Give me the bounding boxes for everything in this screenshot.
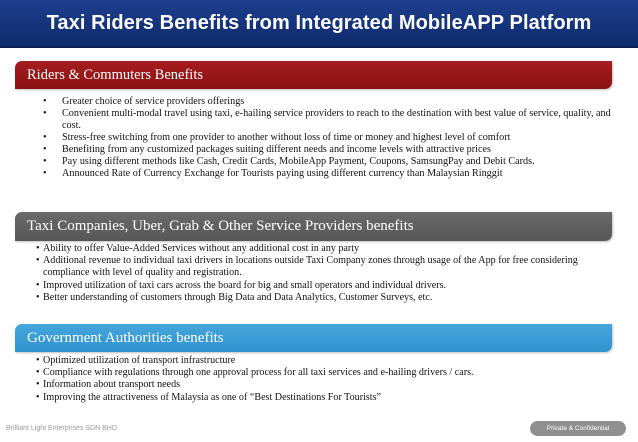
list-item-text: Benefiting from any customized packages suiting different needs and income levels with attractive prices: [62, 144, 491, 155]
list-item-text: Pay using different methods like Cash, Credit Cards, MobileApp Payment, Coupons, SamsungPay and Debit Cards.: [62, 156, 535, 167]
bullet-icon: •: [36, 379, 40, 391]
list-item: [36, 355, 610, 367]
bullet-icon: •: [43, 168, 47, 179]
list-item: [36, 255, 610, 279]
list-item: [36, 243, 610, 255]
confidential-badge: [530, 421, 626, 436]
list-item: [43, 108, 613, 132]
list-item-text: Ability to offer Value-Added Services without any additional cost in any party: [43, 243, 360, 254]
government-benefits-list: [36, 355, 610, 404]
bullet-icon: •: [36, 243, 40, 254]
riders-benefits-list: [43, 96, 613, 180]
bullet-icon: •: [43, 108, 47, 119]
bullet-icon: •: [43, 132, 47, 143]
list-item: [43, 132, 613, 144]
list-item-text: Improving the attractiveness of Malaysia as one of “Best Destinations For Tourists”: [43, 391, 382, 403]
bullet-icon: •: [36, 279, 40, 291]
list-item-text: Greater choice of service providers offerings: [62, 96, 245, 107]
list-item-text: Better understanding of customers through Big Data and Data Analytics, Customer Surveys, etc.: [43, 291, 433, 303]
government-section-title: Government Authorities benefits: [27, 329, 224, 346]
confidential-badge-label: Private & Confidential: [546, 425, 610, 432]
bullet-icon: •: [43, 156, 47, 167]
bullet-icon: •: [43, 144, 47, 155]
list-item: [36, 379, 610, 391]
taxi-section-title: Taxi Companies, Uber, Grab & Other Service Providers benefits: [27, 218, 414, 234]
title-bar: [0, 0, 638, 48]
bullet-icon: •: [36, 355, 40, 366]
list-item: [36, 280, 610, 292]
list-item: [43, 168, 613, 180]
list-item-text: Additional revenue to individual taxi drivers in locations outside Taxi Company zones through usage of the App for free considering compliance with level of quality and registration.: [43, 255, 578, 279]
riders-section-header: [15, 61, 612, 89]
list-item-text: Compliance with regulations through one approval process for all taxi services and e-hailing drivers / cars.: [43, 367, 474, 379]
list-item-text: Stress-free switching from one provider to another without loss of time or money and highest level of comfort: [62, 132, 511, 143]
list-item: [43, 156, 613, 168]
bullet-icon: •: [36, 391, 40, 403]
list-item: [36, 367, 610, 379]
bullet-icon: •: [43, 96, 47, 107]
footer-company-name: Brilliant Light Enterprises SDN BHD: [6, 425, 117, 432]
list-item: [36, 392, 610, 404]
list-item-text: Announced Rate of Currency Exchange for Tourists paying using different currency than Malaysian Ringgit: [62, 168, 503, 179]
list-item: [43, 144, 613, 156]
government-section-header: [15, 324, 612, 352]
list-item: [36, 292, 610, 304]
list-item-text: Optimized utilization of transport infrastructure: [43, 355, 236, 366]
list-item: [43, 96, 613, 108]
list-item-text: Improved utilization of taxi cars across the board for big and small operators and individual drivers.: [43, 279, 447, 291]
page-title: Taxi Riders Benefits from Integrated MobileAPP Platform: [46, 11, 592, 34]
list-item-text: Information about transport needs: [43, 379, 181, 391]
taxi-section-header: [15, 212, 612, 241]
taxi-benefits-list: [36, 243, 610, 304]
bullet-icon: •: [36, 255, 40, 267]
riders-section-title: Riders & Commuters Benefits: [27, 66, 203, 83]
list-item-text: Convenient multi-modal travel using taxi, e-hailing service providers to reach to the destination with best value of service, quality, and cost.: [62, 108, 611, 131]
bullet-icon: •: [36, 291, 40, 303]
bullet-icon: •: [36, 367, 40, 379]
